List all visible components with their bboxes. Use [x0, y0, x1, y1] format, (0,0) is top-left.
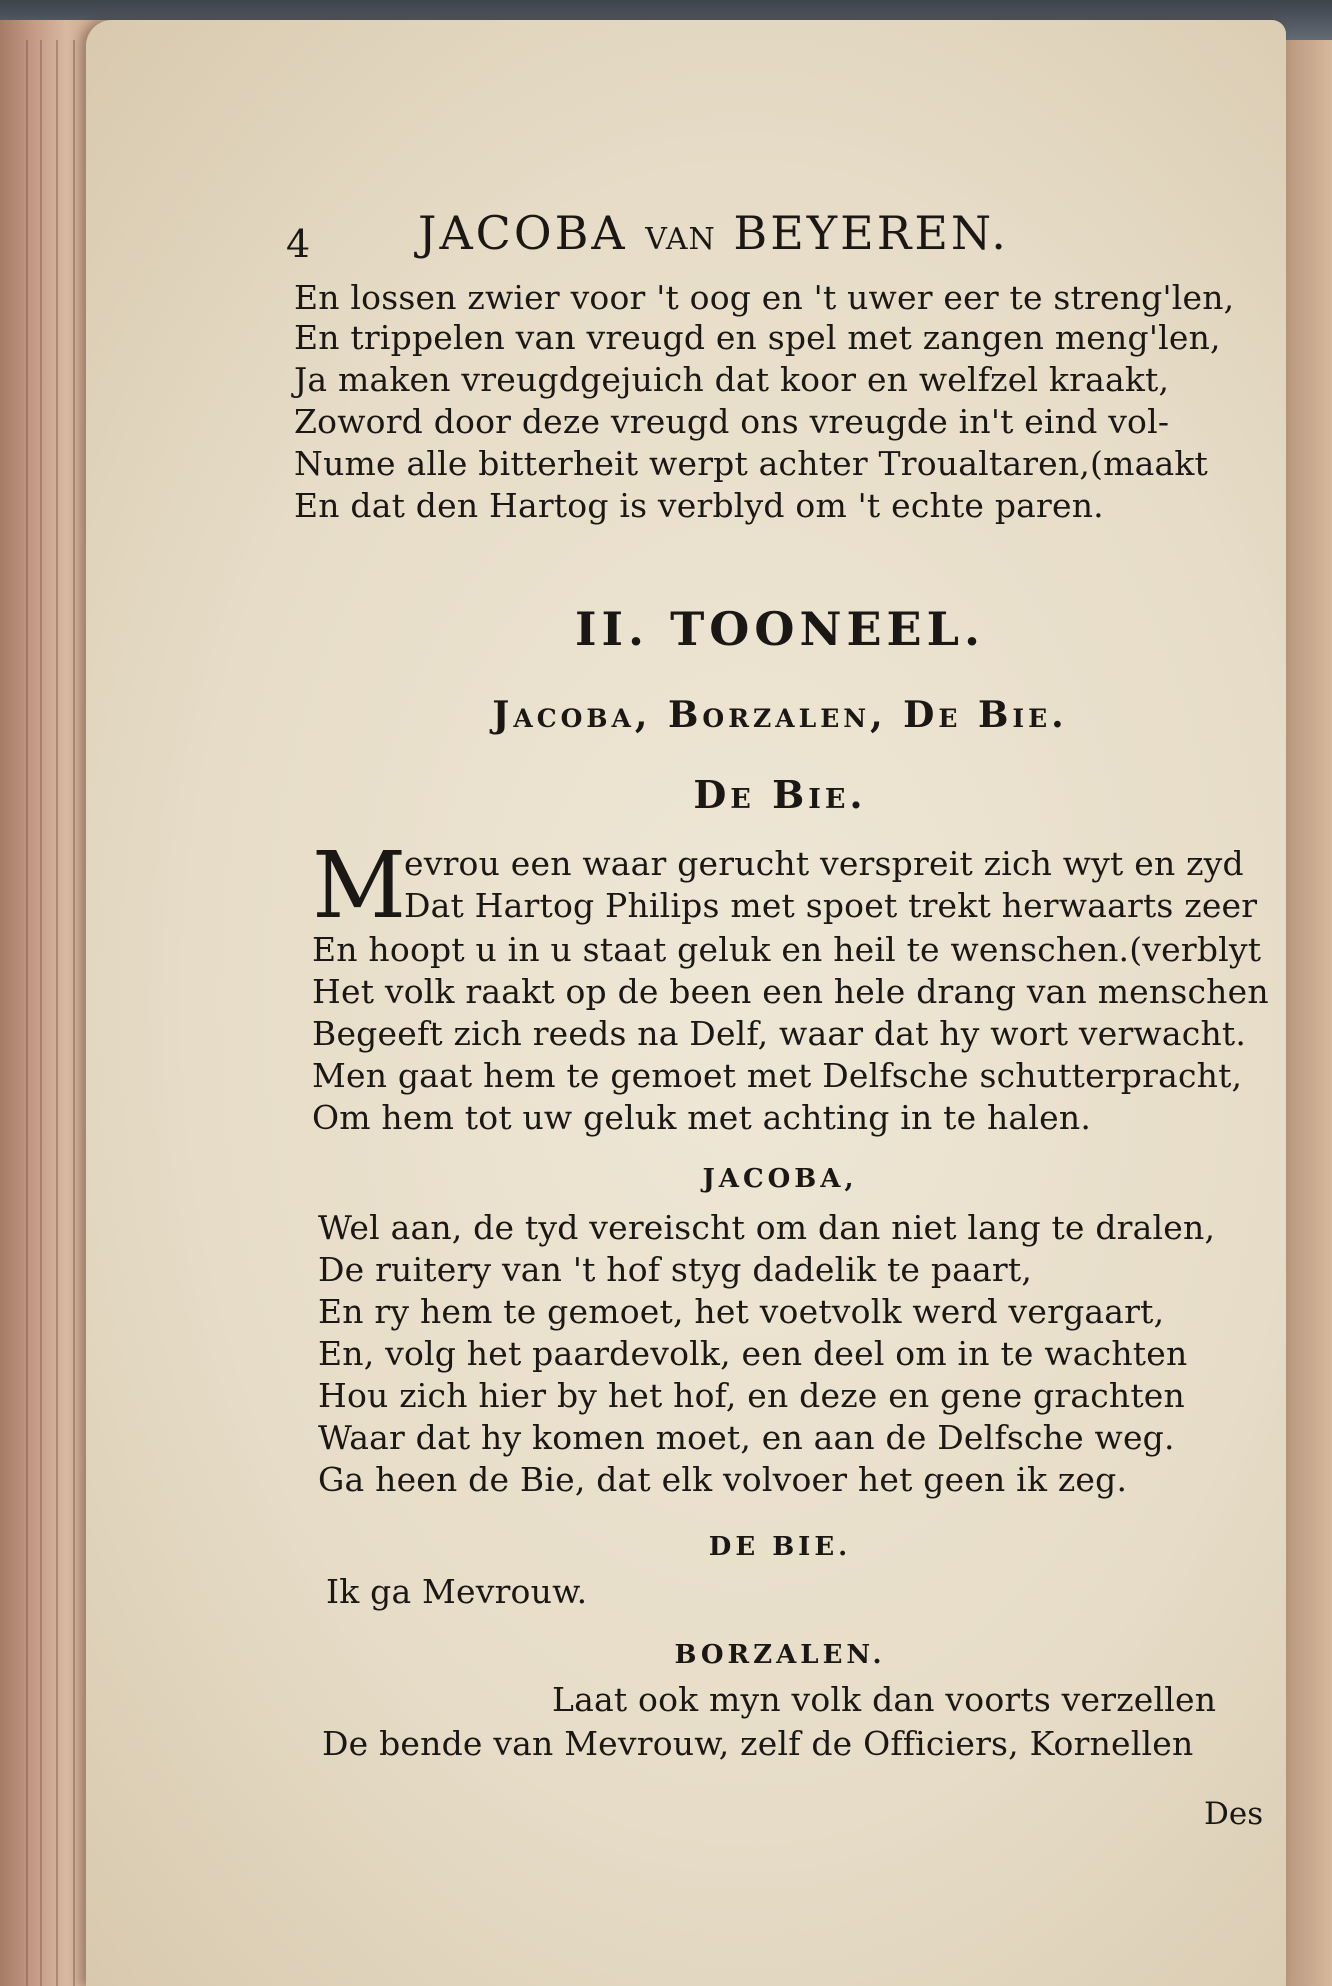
running-title-van: VAN: [645, 222, 716, 257]
catchword: Des: [1204, 1796, 1264, 1832]
verse-line: En, volg het paardevolk, een deel om in te wachten: [318, 1334, 1188, 1373]
speaker-heading: DE BIE.: [708, 1532, 852, 1562]
page-number: 4: [286, 222, 311, 266]
speaker-heading: De Bie.: [693, 772, 867, 817]
verse-line: Ga heen de Bie, dat elk volvoer het geen ik zeg.: [318, 1460, 1128, 1499]
verse-line: Laat ook myn volk dan voorts verzellen: [552, 1680, 1217, 1719]
cast-list: Jacoba, Borzalen, De Bie.: [492, 694, 1068, 736]
verse-line: En hoopt u in u staat geluk en heil te wenschen.(verblyt: [312, 930, 1262, 969]
scene-title: II. TOONEEL.: [575, 602, 985, 656]
running-title-surname: BEYEREN.: [733, 206, 1009, 260]
verse-line: Begeeft zich reeds na Delf, waar dat hy wort verwacht.: [312, 1014, 1247, 1053]
verse-line: Ik ga Mevrouw.: [326, 1572, 588, 1611]
verse-line: Waar dat hy komen moet, en aan de Delfsche weg.: [318, 1418, 1175, 1457]
verse-line: Het volk raakt op de been een hele drang van menschen: [312, 972, 1269, 1011]
verse-line: Nume alle bitterheit werpt achter Troualtaren,(maakt: [294, 444, 1209, 483]
running-title: [418, 206, 1009, 260]
verse-line: Men gaat hem te gemoet met Delfsche schutterpracht,: [312, 1056, 1243, 1095]
verse-line: Zoword door deze vreugd ons vreugde in't eind vol-: [294, 402, 1170, 441]
verse-line: Dat Hartog Philips met spoet trekt herwaarts zeer: [404, 886, 1258, 925]
verse-line: evrou een waar gerucht verspreit zich wyt en zyd: [404, 844, 1244, 883]
verse-line: Ja maken vreugdgejuich dat koor en welfzel kraakt,: [294, 360, 1170, 399]
verse-line: Wel aan, de tyd vereischt om dan niet lang te dralen,: [318, 1208, 1216, 1247]
running-title-name: JACOBA: [418, 206, 628, 260]
verse-line: De ruitery van 't hof styg dadelik te paart,: [318, 1250, 1033, 1289]
verse-line: En dat den Hartog is verblyd om 't echte paren.: [294, 486, 1104, 525]
verse-line: Om hem tot uw geluk met achting in te halen.: [312, 1098, 1092, 1137]
verse-line: En ry hem te gemoet, het voetvolk werd vergaart,: [318, 1292, 1165, 1331]
drop-capital: M: [312, 832, 407, 939]
speaker-heading: JACOBA,: [702, 1164, 858, 1194]
speaker-heading: BORZALEN.: [674, 1640, 886, 1670]
verse-line: En trippelen van vreugd en spel met zangen meng'len,: [294, 318, 1221, 357]
verse-line: En lossen zwier voor 't oog en 't uwer eer te streng'len,: [294, 278, 1235, 317]
verse-line: De bende van Mevrouw, zelf de Officiers, Kornellen: [322, 1724, 1194, 1763]
verse-line: Hou zich hier by het hof, en deze en gene grachten: [318, 1376, 1185, 1415]
